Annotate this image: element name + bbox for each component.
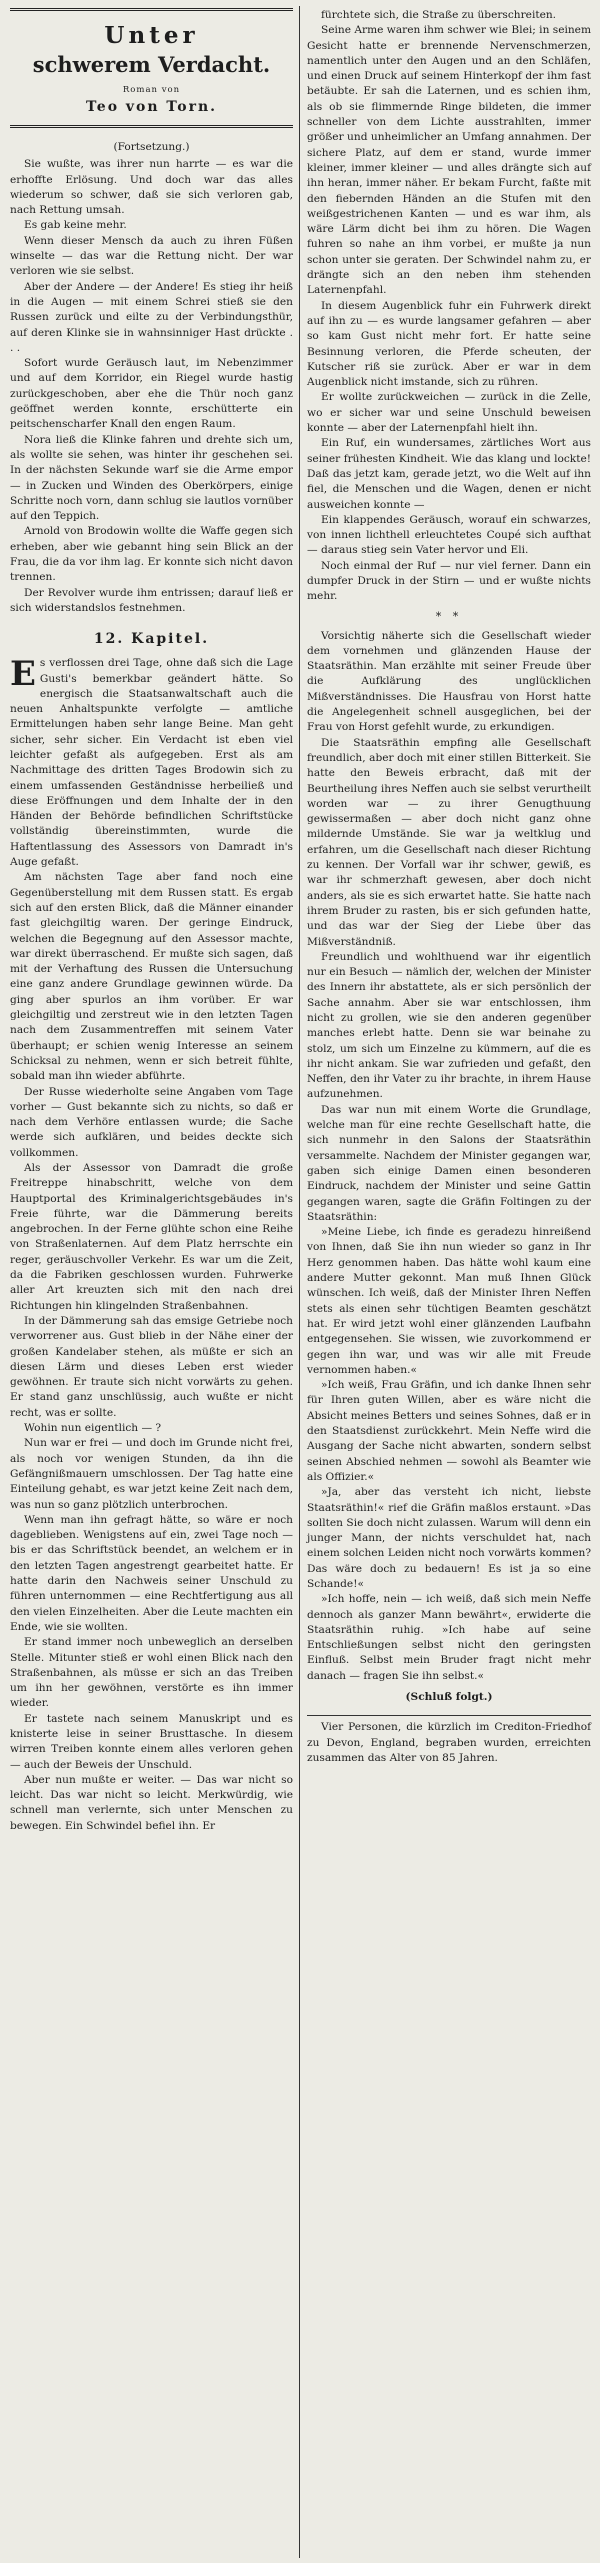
column-rule — [299, 6, 300, 2558]
paragraph: Am nächsten Tage aber fand noch eine Gegenüberstellung mit dem Russen statt. Es ergab sich auf den ersten Blick, daß die Männer einander fast gleichgiltig waren. Der geringe Eindruck, welchen die Begegnung auf den Assessor machte, war direkt überraschend. Er mußte sich sagen, daß mit der Verhaftung des Russen die Untersuchung eine ganz andere Grundlage gewinnen würde. Da ging aber spurlos an ihm vorüber. Er war gleichgiltig und zerstreut wie in den letzten Tagen nach dem Zusammentreffen mit seinem Vater überhaupt; er schien wenig Interesse an seinem Schicksal zu nehmen, wenn er sich betreit fühlte, sobald man ihn wieder abführte. — [10, 871, 293, 1083]
paragraph: Es gab keine mehr. — [24, 219, 127, 232]
paragraph: Sofort wurde Geräusch laut, im Nebenzimmer und auf dem Korridor, ein Riegel wurde hastig zurückgeschoben, aber ehe die Thür noch ganz geöffnet werden konnte, erschütterte ein peitschenscharfer Knall den engen Raum. — [10, 357, 293, 431]
paragraph: Nun war er frei — und doch im Grunde nicht frei, als noch vor wenigen Stunden, da ihn die Gefängnißmauern umschlossen. Der Tag hatte eine Einteilung gehabt, es war jetzt keine Zeit nach dem, was nun so ganz plötzlich unterbrochen. — [10, 1437, 293, 1511]
right-paragraphs-after — [307, 629, 591, 1684]
paragraph: Sie wußte, was ihrer nun harrte — es war die erhoffte Erlösung. Und doch war das alles wiederum so schwer, daß sie sich verloren gab, nach Rettung umsah. — [10, 158, 293, 217]
paragraph: Freundlich und wohlthuend war ihr eigentlich nur ein Besuch — nämlich der, welchen der Minister des Innern ihr abstattete, als er sich persönlich der Sache annahm. Aber sie war entschlossen, ihm nicht zu grollen, wie sie den anderen gegenüber manches erlebt hatte. Denn sie war beinahe zu stolz, um sich um Einzelne zu kümmern, auf die es ihr nicht ankam. Sie war zufrieden und gefaßt, den Neffen, den ihr Vater zu ihr brachte, in ihrem Hause aufzunehmen. — [307, 950, 591, 1101]
paragraph: Der Revolver wurde ihm entrissen; darauf ließ er sich widerstandslos festnehmen. — [10, 586, 293, 614]
paragraph: Er tastete nach seinem Manuskript und es knisterte leise in seiner Brusttasche. In diesem wirren Treiben konnte einem alles verloren gehen — auch der Beweis der Unschuld. — [10, 1712, 293, 1771]
paragraph: Wenn dieser Mensch da auch zu ihren Füßen winselte — das war die Rettung nicht. Der war verloren wie sie selbst. — [10, 234, 293, 278]
paragraph: Noch einmal der Ruf — nur viel ferner. Dann ein dumpfer Druck in der Stirn — und er wußte nichts mehr. — [307, 559, 591, 603]
separator-line — [307, 1715, 591, 1716]
right-column — [307, 8, 591, 1766]
paragraph: Er wollte zurückweichen — zurück in die Zelle, wo er sicher war und seine Unschuld beweisen konnte — aber der Laternenpfahl hielt ihn. — [307, 391, 591, 435]
left-column — [10, 8, 293, 1834]
to-be-concluded: (Schluß folgt.) — [405, 1691, 493, 1704]
paragraph: Er stand immer noch unbeweglich an derselben Stelle. Mitunter stieß er wohl einen Blick nach den Straßenbahnen, als müsse er sich an das Treiben um ihn her gewöhnen, verstörte es ihn immer wieder. — [10, 1636, 293, 1710]
paragraph: Ein klappendes Geräusch, worauf ein schwarzes, von innen lichthell erleuchtetes Coupé sich aufthat — daraus stieg sein Vater hervor und Eli. — [307, 513, 591, 557]
left-paragraphs-after — [10, 870, 293, 1834]
paragraph: »Ich hoffe, nein — ich weiß, daß sich mein Neffe dennoch als ganzer Mann bewährt«, erwiderte die Staatsräthin ruhig. »Ich habe auf seine Entschließungen selbst nicht den geringsten Einfluß. Selbst mein Bruder fragt nicht mehr danach — fragen Sie ihn selbst.« — [307, 1593, 591, 1682]
paragraph: In der Dämmerung sah das emsige Getriebe noch verworrener aus. Gust blieb in der Nähe einer der großen Kandelaber stehen, als müßte er sich an diesen Lärm und dieses Leben erst wieder gewöhnen. Er traute sich nicht vorwärts zu gehen. Er stand ganz unschlüssig, auch wußte er nicht recht, was er sollte. — [10, 1314, 293, 1419]
paragraph: In diesem Augenblick fuhr ein Fuhrwerk direkt auf ihn zu — es wurde langsamer gefahren — aber so kam Gust nicht mehr fort. Er hatte seine Besinnung verloren, die Pferde scheuten, der Kutscher riß sie zurück. Aber er war in dem Augenblick nicht imstande, sich zu rühren. — [307, 299, 591, 389]
paragraph: »Meine Liebe, ich finde es geradezu hinreißend von Ihnen, daß Sie ihn nun wieder so ganz in Ihr Herz genommen haben. Das hätte wohl kaum eine andere Mutter gekonnt. Man muß Ihnen Glück wünschen. Ich weiß, daß der Minister Ihren Neffen stets als einen sehr tüchtigen Beamten geschätzt hat. Er wird jetzt wohl einer glänzenden Laufbahn entgegensehen. Sie wissen, wie zuvorkommend er gegen ihn war, und was wir alle mit Freude vernommen haben.« — [307, 1226, 591, 1376]
paragraph: »Ja, aber das versteht ich nicht, liebste Staatsräthin!« rief die Gräfin maßlos erstaunt. »Das sollten Sie doch nicht zulassen. Warum will denn ein junger Mann, der nichts verschuldet hat, nach einem solchen Leiden nicht noch vorwärts kommen? Das wäre doch zu bedauern! Es ist ja so eine Schande!« — [307, 1486, 591, 1590]
title-line-1: Unter — [104, 22, 199, 49]
paragraph: Wohin nun eigentlich — ? — [24, 1422, 162, 1435]
paragraph: Arnold von Brodowin wollte die Waffe gegen sich erheben, aber wie gebannt hing sein Blick an der Frau, die da vor ihm lag. Er konnte sich nicht davon trennen. — [10, 525, 293, 584]
paragraph: Nora ließ die Klinke fahren und drehte sich um, als wollte sie sehen, was hinter ihr geschehen sei. In der nächsten Sekunde warf sie die Arme empor — in Zucken und Winden des Oberkörpers, einige Schritte noch vorn, dann schlug sie lautlos vornüber auf den Teppich. — [10, 433, 293, 523]
paragraph: Aber der Andere — der Andere! Es stieg ihr heiß in die Augen — mit einem Schrei stieß sie den Russen zurück und eilte zu der Verbindungsthür, auf deren Klinke sie in wahnsinniger Hast drückte . . . — [10, 280, 293, 354]
chapter-first-text: s verflossen drei Tage, ohne daß sich die Lage Gusti's bemerkbar geändert hätte. So energisch die Staatsanwaltschaft auch die neuen Anhaltspunkte verfolgte — amtliche Ermittelungen haben sehr lange Beine. Man geht sicher, sehr sicher. Ein Verdacht ist eben viel leichter gefaßt als aufgegeben. Erst als am Nachmittage des dritten Tages Brodowin sich zu einem umfassenden Geständnisse herbeiließ und diese Eröffnungen und dem Inhalte der in den Händen der Behörde befindlichen Schriftstücke vollständig übereinstimmten, wurde die Haftentlassung des Assessors von Damradt in's Auge gefaßt. — [10, 657, 293, 869]
paragraph: Vorsichtig näherte sich die Gesellschaft wieder dem vornehmen und glänzenden Hause der Staatsräthin. Man erzählte mit seiner Freude über die Aufklärung des unglücklichen Mißverständnisses. Die Hausfrau von Horst hatte die Angelegenheit schnell ausgeglichen, bei der Frau von Horst gefehlt wurde, zu erkundigen. — [307, 629, 591, 734]
paragraph: Wenn man ihn gefragt hätte, so wäre er noch dageblieben. Wenigstens auf ein, zwei Tage noch — bis er das Schriftstück beendet, an welchem er in den letzten Tagen angestrengt gearbeitet hatte. Er hatte darin den Nachweis seiner Unschuld zu führen unternommen — eine Rechtfertigung aus all den vielen Einzelheiten. Aber die Leute machten ein Ende, wie sie wollten. — [10, 1513, 293, 1633]
paragraph: »Ich weiß, Frau Gräfin, und ich danke Ihnen sehr für Ihren guten Willen, aber es wäre nicht die Absicht meines Betters und seines Sohnes, daß er in den Staatsdienst zurückkehrt. Mein Neffe wird die Ausgang der Sache nicht abwarten, sondern selbst seinen Abschied nehmen — sowohl als Beamter wie als Offizier.« — [307, 1379, 591, 1483]
title-line-2: schwerem Verdacht. — [32, 52, 271, 77]
paragraph: Aber nun mußte er weiter. — Das war nicht so leicht. Das war nicht so leicht. Merkwürdig, wie schnell man verlernte, sich unter Menschen zu bewegen. Ein Schwindel befiel ihn. Er — [10, 1773, 293, 1832]
author-name: Teo von Torn. — [85, 99, 218, 115]
paragraph: Seine Arme waren ihm schwer wie Blei; in seinem Gesicht hatte er brennende Nervenschmerzen, namentlich unter den Augen und an den Schläfen, und einen Druck auf seinem Hinterkopf der ihm fast betäubte. Er sah die Laternen, und es schien ihm, als ob sie flimmernde Ringe bildeten, die immer schneller von dem Lichte ausstrahlten, immer größer und unheimlicher an Umfang annahmen. Der sichere Platz, auf dem er stand, wurde immer kleiner, immer kleiner — und alles drängte sich auf ihn heran, immer näher. Er bekam Furcht, faßte mit den fiebernden Händen an die Stufen mit den weißgestrichenen Kanten — und es war ihm, als wäre Lärm dicht bei ihm zu hören. Die Wagen fuhren so nahe an ihm vorbei, er mußte ja nun schon unter sie geraten. Der Schwindel nahm zu, er drängte sich an den neben ihm stehenden Laternenpfahl. — [307, 24, 591, 297]
paragraph: Das war nun mit einem Worte die Grundlage, welche man für eine rechte Gesellschaft hatte, die sich nunmehr in den Salons der Staatsräthin versammelte. Nachdem der Minister gegangen war, gaben sich einige Damen einen besonderen Eindruck, nachdem der Minister und seine Gattin gegangen waren, sagte die Gräfin Foltingen zu der Staatsräthin: — [307, 1103, 591, 1223]
genre-label: Roman von — [122, 85, 181, 95]
continuation-note: (Fortsetzung.) — [113, 141, 190, 153]
paragraph: Als der Assessor von Damradt die große Freitreppe hinabschritt, welche von dem Hauptportal des Kriminalgerichtsgebäudes in's Freie führte, war die Dämmerung bereits angebrochen. In der Ferne glühte schon eine Reihe von Straßenlaternen. Auf dem Platz herrschte ein reger, geräuschvoller Verkehr. Es war um die Zeit, da die Fabriken geschlossen wurden. Fuhrwerke aller Art kreuzten sich mit den nach drei Richtungen hin klingelnden Straßenbahnen. — [10, 1162, 293, 1312]
chapter-heading: 12. Kapitel. — [93, 631, 210, 648]
section-stars: * * — [435, 609, 463, 623]
drop-cap: E — [10, 654, 36, 695]
news-item: Vier Personen, die kürzlich im Crediton-Friedhof zu Devon, England, begraben wurden, erreichten zusammen das Alter von 85 Jahren. — [307, 1721, 591, 1764]
right-paragraphs-before — [307, 8, 591, 605]
left-paragraphs-before — [10, 157, 293, 616]
paragraph: fürchtete sich, die Straße zu überschreiten. — [321, 9, 557, 21]
story-header — [10, 8, 293, 128]
paragraph: Ein Ruf, ein wundersames, zärtliches Wort aus seiner frühesten Kindheit. Wie das klang und lockte! Daß das jetzt kam, gerade jetzt, wo die Welt auf ihn fiel, die Menschen und die Wagen, denen er nicht ausweichen konnte — — [307, 437, 591, 511]
paragraph: Der Russe wiederholte seine Angaben vom Tage vorher — Gust bekannte sich zu nichts, so daß er nach dem Verhöre entlassen wurde; die Sache werde sich aufklären, und beides deckte sich vollkommen. — [10, 1085, 293, 1159]
paragraph: Die Staatsräthin empfing alle Gesellschaft freundlich, aber doch mit einer stillen Bitterkeit. Sie hatte den Beweis erbracht, daß mit der Beurtheilung ihres Neffen auch sie selbst verurtheilt worden war — zu ihrer Genugthuung gewissermaßen — aber doch nicht ganz ohne mildernde Umstände. Sie war ja weltklug und erfahren, um die Gesellschaft nach dieser Richtung zu kennen. Der Vorfall war ihr schwer, gewiß, es war ihr schmerzhaft gewesen, aber doch nicht anders, als sie es sich erwartet hatte. Sie hatte nach ihrem Bruder zu rasten, bis er sich gefunden hatte, und das war der Sieg der Liebe über das Mißverständniß. — [307, 736, 591, 948]
chapter-first-paragraph — [10, 656, 293, 870]
